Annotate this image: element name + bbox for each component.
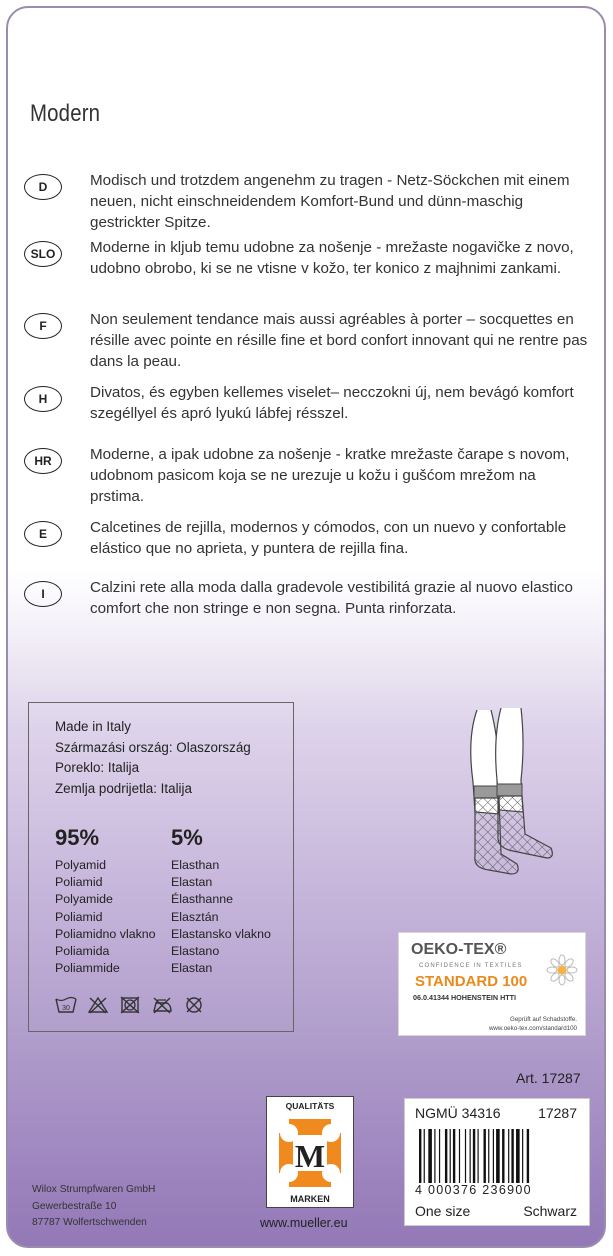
oeko-flower-icon [545, 953, 579, 987]
barcode-bar [459, 1129, 460, 1183]
lang-badge-hr: HR [24, 448, 62, 474]
fiber-name: Élasthanne [171, 892, 234, 907]
barcode-bar [508, 1129, 509, 1183]
barcode-bar [488, 1129, 489, 1183]
fiber-name: Polyamid [55, 858, 106, 872]
origin-line: Made in Italy [55, 719, 131, 734]
lang-text-h: Divatos, és egyben kellemes viselet– necczokni új, nem bevágó komfort szegéllyel és apró lyukú lábfej résszel. [90, 384, 574, 422]
lang-badge-e: E [24, 521, 62, 547]
lang-text-e: Calcetines de rejilla, modernos y cómodos, con un nuevo y confortable elástico que no aprieta, y puntera de rejilla fina. [90, 519, 567, 557]
lang-text-f: Non seulement tendance mais aussi agréables à porter – socquettes en résille avec pointe en résille fine et bord confort innovant qui ne rentre pas dans la peau. [90, 311, 588, 370]
barcode-bar [445, 1129, 447, 1183]
barcode-bar [493, 1129, 494, 1183]
barcode-bar [434, 1129, 435, 1183]
qualitaets-marken-logo [266, 1096, 354, 1208]
barcode-bar [473, 1129, 475, 1183]
fiber-name: Polyamide [55, 892, 113, 907]
barcode-bar [484, 1129, 486, 1183]
lang-badge-i: I [24, 581, 62, 607]
fiber-name: Poliammide [55, 961, 120, 976]
address-line: Wilox Strumpfwaren GmbH [32, 1184, 156, 1195]
address-line: 87787 Wolfertschwenden [32, 1217, 147, 1228]
barcode-bar [439, 1129, 440, 1183]
product-label-card [6, 6, 606, 1248]
fiber-name: Elastan [171, 875, 213, 890]
website-url[interactable]: www.mueller.eu [260, 1216, 348, 1230]
oeko-standard: STANDARD 100 [415, 973, 528, 990]
barcode-bar [527, 1129, 529, 1183]
svg-text:30: 30 [62, 1005, 70, 1012]
barcode-bar [424, 1129, 425, 1183]
oeko-tagline: CONFIDENCE IN TEXTILES [419, 963, 523, 969]
fishnet-sock-illustration [463, 708, 558, 878]
no-dry-clean-icon [183, 995, 205, 1015]
barcode-bar [522, 1129, 523, 1183]
ngmu-code: NGMÜ 34316 [415, 1105, 501, 1121]
no-iron-icon [151, 995, 173, 1015]
barcode-bar [502, 1129, 504, 1183]
origin-line: Poreklo: Italija [55, 760, 140, 775]
no-tumble-dry-icon [119, 995, 141, 1015]
article-number: Art. 17287 [516, 1070, 581, 1086]
barcode-bar [478, 1129, 479, 1183]
qm-emblem-icon [275, 1113, 345, 1193]
fiber-name: Poliamidno vlakno [55, 926, 156, 941]
oeko-url: www.oeko-tex.com/standard100 [488, 1025, 577, 1032]
second-fiber-names [171, 857, 271, 977]
fiber-name: Poliamida [55, 944, 110, 959]
manufacturer-address [32, 1182, 155, 1232]
barcode-bar [450, 1129, 451, 1183]
ean-digits: 4 000376 236900 [415, 1183, 532, 1197]
fiber-name: Elastansko vlakno [171, 926, 271, 941]
barcode-bar [516, 1129, 520, 1183]
svg-text:M: M [294, 1138, 326, 1174]
lang-badge-d: D [24, 174, 62, 200]
barcode-bar [496, 1129, 500, 1183]
qm-top-text: QUALITÄTS [285, 1101, 335, 1111]
fiber-name: Elasthan [171, 858, 220, 872]
origin-info [55, 717, 251, 799]
qm-bottom-text: MARKEN [290, 1194, 330, 1204]
barcode-bar [428, 1129, 432, 1183]
fiber-name: Elastan [171, 961, 213, 976]
lang-text-slo: Moderne in kljub temu udobne za nošenje - mrežaste nogavičke z novo, udobno obrobo, ki se ne vtisne v kožo, ter konico z majhnimi zankami. [90, 239, 574, 277]
main-fiber-names [55, 857, 156, 977]
fiber-name: Elasztán [171, 909, 219, 924]
color-label: Schwarz [523, 1203, 577, 1219]
lang-text-d: Modisch und trotzdem angenehm zu tragen - Netz-Söckchen mit einem neuen, nicht einschneidendem Komfort-Bund und dünn-maschig gestrickter Spitze. [90, 172, 570, 231]
fiber-name: Poliamid [55, 875, 103, 890]
barcode-bar [470, 1129, 471, 1183]
no-bleach-icon [87, 995, 109, 1015]
oeko-tex-label [398, 932, 586, 1036]
oeko-footer [399, 1015, 577, 1033]
barcode-bar [465, 1129, 466, 1183]
lang-badge-f: F [24, 313, 62, 339]
oeko-tested-text: Geprüft auf Schadstoffe. [510, 1016, 577, 1023]
oeko-cert-number: 06.0.41344 HOHENSTEIN HTTI [413, 993, 517, 1002]
size-label: One size [415, 1203, 471, 1219]
composition-box [28, 702, 294, 1032]
second-fiber-percent: 5% [171, 825, 203, 850]
barcode-bar [511, 1129, 513, 1183]
address-line: Gewerbestraße 10 [32, 1200, 117, 1212]
oeko-brand: OEKO-TEX® [411, 941, 507, 958]
barcode-bar [419, 1129, 421, 1183]
origin-line: Származási ország: Olaszország [55, 739, 251, 755]
barcode-bars [417, 1129, 579, 1183]
care-symbols [55, 995, 205, 1017]
lang-badge-h: H [24, 386, 62, 412]
product-title: Modern [30, 100, 101, 127]
ngmu-article-number: 17287 [538, 1105, 577, 1121]
main-fiber-percent: 95% [55, 825, 100, 850]
lang-text-hr: Moderne, a ipak udobne za nošenje - kratke mrežaste čarape s novom, udobnom pasicom koja se ne urezuje u kožu i gušćom mrežom na prstima. [90, 446, 570, 505]
barcode-bar [453, 1129, 455, 1183]
wash-30-icon [55, 995, 77, 1015]
fiber-name: Elastano [171, 944, 220, 959]
origin-line: Zemlja podrijetla: Italija [55, 780, 192, 796]
lang-badge-slo: SLO [24, 241, 62, 267]
lang-text-i: Calzini rete alla moda dalla gradevole vestibilitá grazie al nuovo elastico comfort che non stringe e non segna. Punta rinforzata. [90, 579, 573, 617]
barcode-label [404, 1098, 590, 1226]
fiber-name: Poliamid [55, 909, 103, 924]
